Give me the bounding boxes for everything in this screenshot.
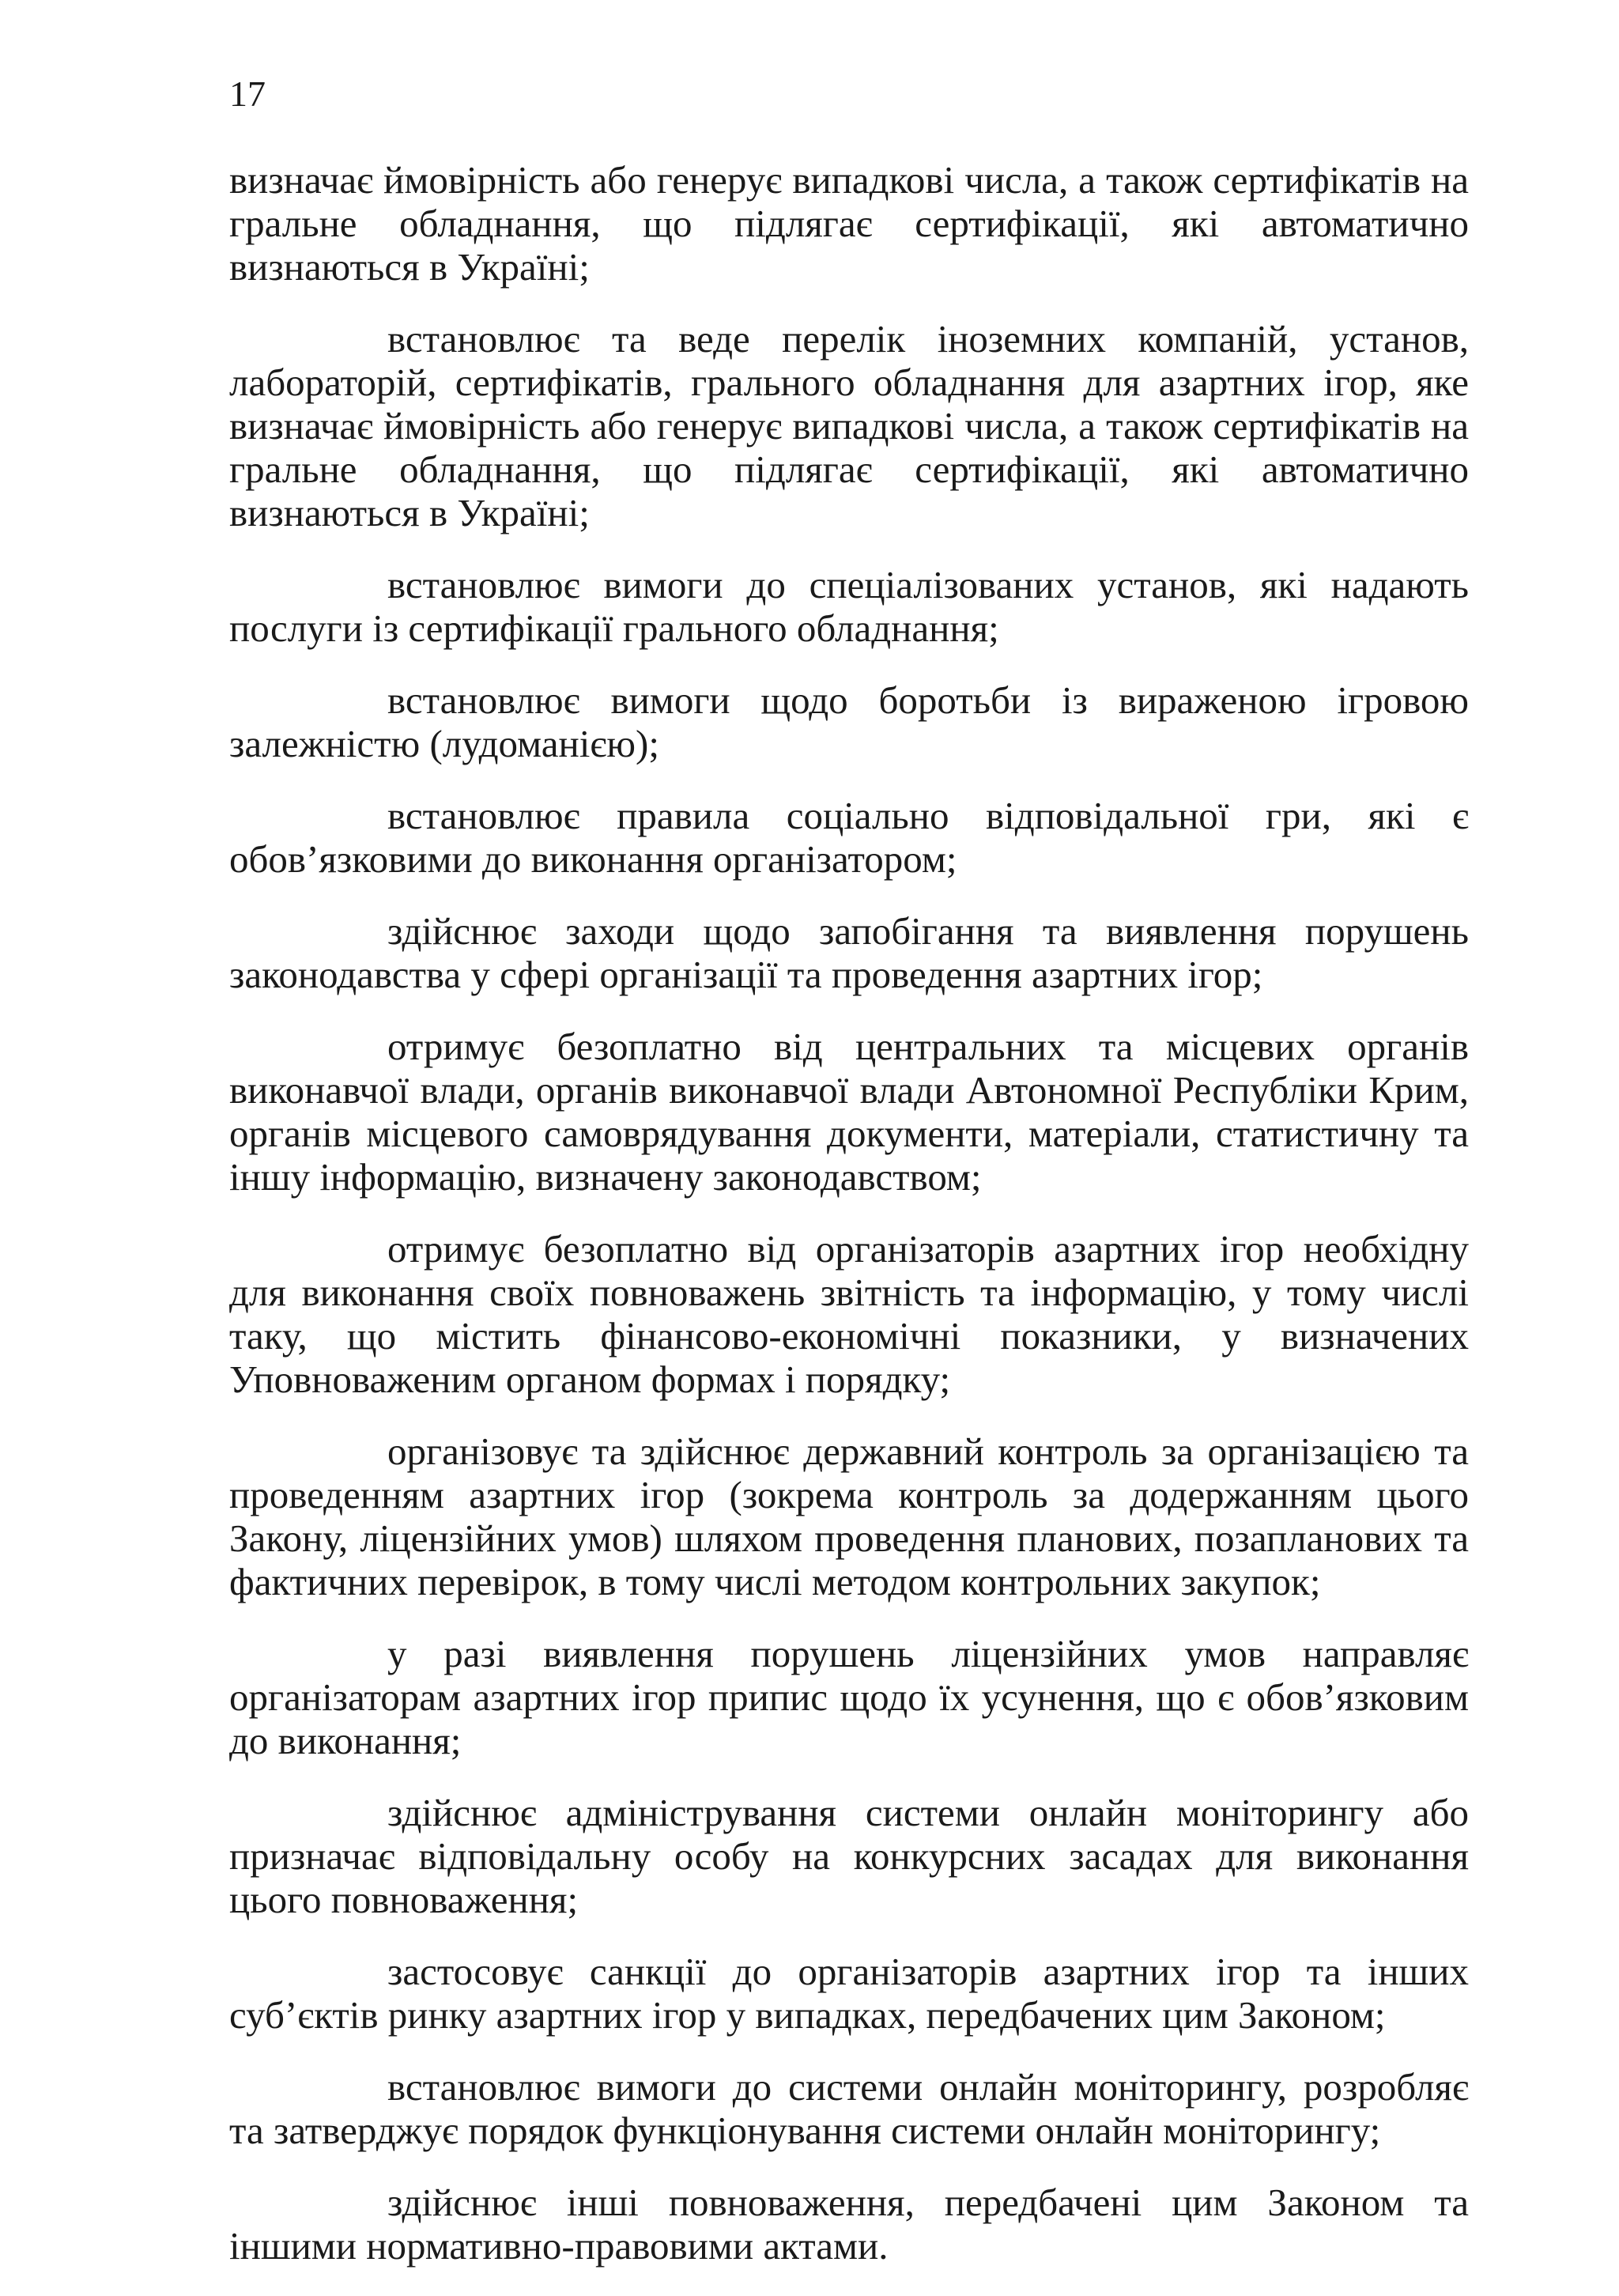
paragraph: встановлює вимоги до спеціалізованих установ, які надають послуги із сертифікації грального обладнання; <box>229 563 1469 650</box>
paragraph: встановлює правила соціально відповідальної гри, які є обов’язковими до виконання організатором; <box>229 794 1469 881</box>
paragraph: встановлює вимоги до системи онлайн моніторингу, розробляє та затверджує порядок функціонування системи онлайн моніторингу; <box>229 2065 1469 2152</box>
document-body <box>229 158 1469 2296</box>
paragraph: встановлює вимоги щодо боротьби із вираженою ігровою залежністю (лудоманією); <box>229 678 1469 765</box>
paragraph: здійснює заходи щодо запобігання та виявлення порушень законодавства у сфері організації та проведення азартних ігор; <box>229 909 1469 996</box>
paragraph: у разі виявлення порушень ліцензійних умов направляє організаторам азартних ігор припис щодо їх усунення, що є обов’язковим до виконання; <box>229 1632 1469 1762</box>
paragraph: здійснює інші повноваження, передбачені цим Законом та іншими нормативно-правовими актами. <box>229 2181 1469 2268</box>
paragraph: здійснює адміністрування системи онлайн моніторингу або призначає відповідальну особу на конкурсних засадах для виконання цього повноваження; <box>229 1791 1469 1921</box>
paragraph: організовує та здійснює державний контроль за організацією та проведенням азартних ігор (зокрема контроль за додержанням цього Закону, ліцензійних умов) шляхом проведення планових, позапланових та фактичних перевірок, в тому числі методом контрольних закупок; <box>229 1429 1469 1603</box>
paragraph: отримує безоплатно від організаторів азартних ігор необхідну для виконання своїх повноважень звітність та інформацію, у тому числі таку, що містить фінансово-економічні показники, у визначених Уповноваженим органом формах і порядку; <box>229 1227 1469 1401</box>
page-number: 17 <box>229 74 266 114</box>
paragraph: застосовує санкції до організаторів азартних ігор та інших суб’єктів ринку азартних ігор у випадках, передбачених цим Законом; <box>229 1950 1469 2037</box>
paragraph: визначає ймовірність або генерує випадкові числа, а також сертифікатів на гральне обладнання, що підлягає сертифікації, які автоматично визнаються в Україні; <box>229 158 1469 289</box>
paragraph: встановлює та веде перелік іноземних компаній, установ, лабораторій, сертифікатів, грального обладнання для азартних ігор, яке визначає ймовірність або генерує випадкові числа, а також сертифікатів на гральне обладнання, що підлягає сертифікації, які автоматично визнаються в Україні; <box>229 317 1469 534</box>
paragraph: отримує безоплатно від центральних та місцевих органів виконавчої влади, органів виконавчої влади Автономної Республіки Крим, органів місцевого самоврядування документи, матеріали, статистичну та іншу інформацію, визначену законодавством; <box>229 1025 1469 1199</box>
